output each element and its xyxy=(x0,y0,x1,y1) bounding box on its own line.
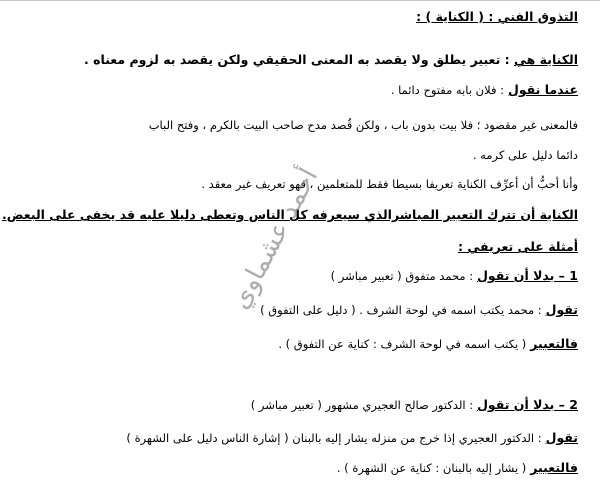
simple-definition-note: وأنا أحبُّ أن أعرِّف الكناية تعريفا بسيطا فقط للمتعلمين ، فهو تعريف غير معقد . xyxy=(201,177,578,191)
example-1-expression-label: فالتعبير xyxy=(530,336,578,351)
example-2-title-text: : الدكتور صالح العجيري مشهور ( تعبير مباشر ) xyxy=(250,398,474,412)
definition-label: الكناية هي xyxy=(514,52,578,67)
example-1-say-label: تقول xyxy=(545,302,578,317)
example-2-title xyxy=(251,396,578,414)
example-1-title-text: : محمد متفوق ( تعبير مباشر ) xyxy=(330,269,474,283)
example-2-say-label: تقول xyxy=(545,430,578,445)
example-1-title-label: 1 – بدلا أن تقول xyxy=(477,268,578,283)
example-2-expression-text: ( يشار إليه بالبنان : كناية عن الشهرة ) . xyxy=(336,461,527,475)
example-intro-line xyxy=(391,81,578,99)
definition-line xyxy=(84,51,578,69)
examples-heading: أمثلة على تعريفي : xyxy=(457,239,578,254)
explanation-line-1: فالمعنى غير مقصود ؛ فلا بيت بدون باب ، ولكن قُصد مدح صاحب البيت بالكرم ، وفتح الباب xyxy=(148,118,578,132)
example-2-expression-label: فالتعبير xyxy=(530,460,578,475)
example-1-say-text: : محمد يكتب اسمه في لوحة الشرف . ( دليل على التفوق ) xyxy=(260,303,542,317)
section-heading: التذوق الفني : ( الكناية ) : xyxy=(416,9,578,24)
example-1-say xyxy=(260,301,578,319)
example-2-say xyxy=(126,429,578,447)
example-2-expression xyxy=(337,459,578,477)
example-2-title-label: 2 – بدلا أن تقول xyxy=(477,397,578,412)
example-2-say-text: : الدكتور العجيري إذا خرج من منزله يشار إليه بالبنان ( إشارة الناس دليل على الشهرة ) xyxy=(126,431,542,445)
example-1-expression-text: ( يكتب اسمه في لوحة الشرف : كناية عن التفوق ) . xyxy=(278,337,527,351)
example-intro-label: عندما نقول xyxy=(507,82,578,97)
explanation-line-2: دائما دليل على كرمه . xyxy=(472,148,578,162)
definition-text: : تعبير يطلق ولا يقصد به المعنى الحقيقي ولكن يقصد به لزوم معناه . xyxy=(84,52,510,67)
example-intro-text: : فلان بابه مفتوح دائما . xyxy=(390,83,504,97)
author-watermark: أحمد عشماوي xyxy=(225,163,325,315)
author-definition: الكناية أن تترك التعبير المباشرالذي سيعرفه كل الناس وتعطى دليلا عليه قد يخفى على البعض. xyxy=(1,207,578,222)
example-1-expression xyxy=(278,335,578,353)
example-1-title xyxy=(331,267,578,285)
top-divider xyxy=(0,0,600,1)
